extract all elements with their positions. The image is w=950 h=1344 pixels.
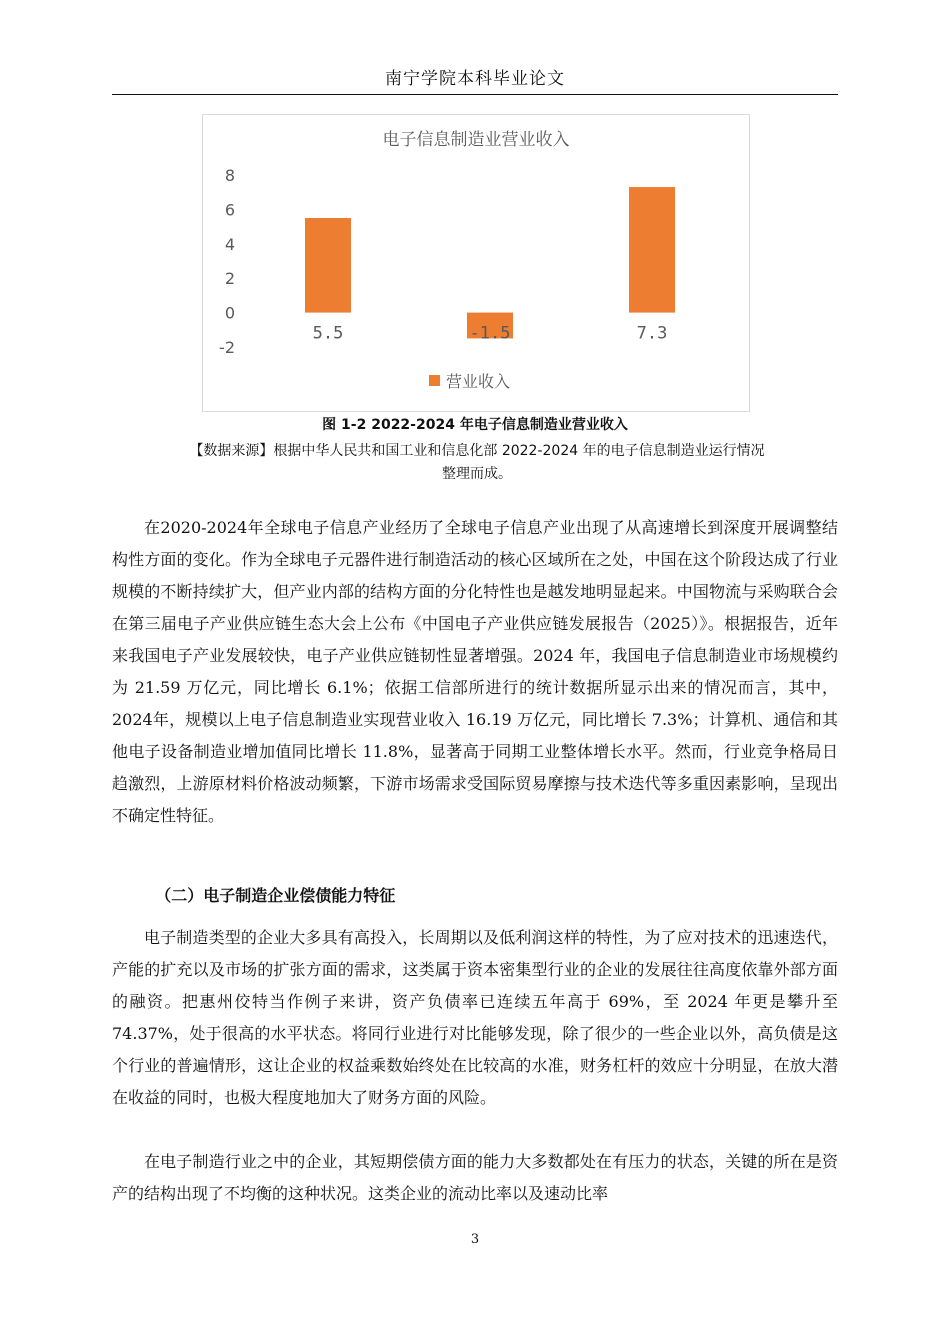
- page-number: 3: [470, 1232, 480, 1247]
- data-label: 5.5: [312, 323, 344, 344]
- figure-caption: 图 1-2 2022-2024 年电子信息制造业营业收入: [322, 417, 628, 433]
- y-tick-label: -2: [219, 338, 235, 357]
- source-line-1: 【数据来源】根据中华人民共和国工业和信息化部 2022-2024 年的电子信息制造业运行情况: [189, 443, 765, 459]
- chart-title: 电子信息制造业营业收入: [382, 130, 570, 150]
- legend-swatch: [429, 375, 440, 386]
- section-heading: （二）电子制造企业偿债能力特征: [155, 886, 396, 905]
- data-label: -1.5: [469, 323, 511, 344]
- running-header: 南宁学院本科毕业论文: [385, 69, 565, 89]
- source-line-2: 整理而成。: [442, 466, 512, 482]
- bar-chart: [202, 114, 750, 412]
- data-label: 7.3: [636, 323, 668, 344]
- y-tick-label: 0: [224, 303, 235, 323]
- y-tick-label: 6: [224, 200, 235, 220]
- y-tick-label: 8: [224, 166, 235, 185]
- body-paragraph-2: 电子制造类型的企业大多具有高投入，长周期以及低利润这样的特性，为了应对技术的迅速迭代，产能的扩充以及市场的扩张方面的需求，这类属于资本密集型行业的企业的发展往往高度依靠外部方面的融资。把惠州佼特当作例子来讲，资产负债率已连续五年高于 69%，至 2024 年更是攀升至 74.37%，处于很高的水平状态。将同行业进行对比能够发现，除了很少的一些企业以外，高负债是这个行业的普遍情形，这让企业的权益乘数始终处在比较高的水准，财务杠杆的效应十分明显，在放大潜在收益的同时，也极大程度地加大了财务方面的风险。: [112, 928, 838, 1107]
- bar: [305, 218, 351, 313]
- header-rule: [112, 94, 838, 95]
- y-tick-label: 2: [224, 269, 235, 289]
- y-tick-label: 4: [224, 234, 235, 254]
- bar: [629, 187, 675, 313]
- legend-label: 营业收入: [446, 372, 511, 391]
- figure-source: [132, 440, 822, 486]
- body-paragraph-3: 在电子制造行业之中的企业，其短期偿债方面的能力大多数都处在有压力的状态，关键的所在是资产的结构出现了不均衡的这种状况。这类企业的流动比率以及速动比率: [112, 1152, 838, 1203]
- body-paragraph-1: 在2020-2024年全球电子信息产业经历了全球电子信息产业出现了从高速增长到深度开展调整结构性方面的变化。作为全球电子元器件进行制造活动的核心区域所在之处，中国在这个阶段达成了行业规模的不断持续扩大，但产业内部的结构方面的分化特性也是越发地明显起来。中国物流与采购联合会在第三届电子产业供应链生态大会上公布《中国电子产业供应链发展报告（2025）》。根据报告，近年来我国电子产业发展较快，电子产业供应链韧性显著增强。2024 年，我国电子信息制造业市场规模约为 21.59 万亿元，同比增长 6.1%；依据工信部所进行的统计数据所显示出来的情况而言，其中，2024年，规模以上电子信息制造业实现营业收入 16.19 万亿元，同比增长 7.3%；计算机、通信和其他电子设备制造业增加值同比增长 11.8%，显著高于同期工业整体增长水平。然而，行业竞争格局日趋激烈，上游原材料价格波动频繁，下游市场需求受国际贸易摩擦与技术迭代等多重因素影响，呈现出不确定性特征。: [112, 518, 838, 825]
- chart-svg: [203, 115, 749, 411]
